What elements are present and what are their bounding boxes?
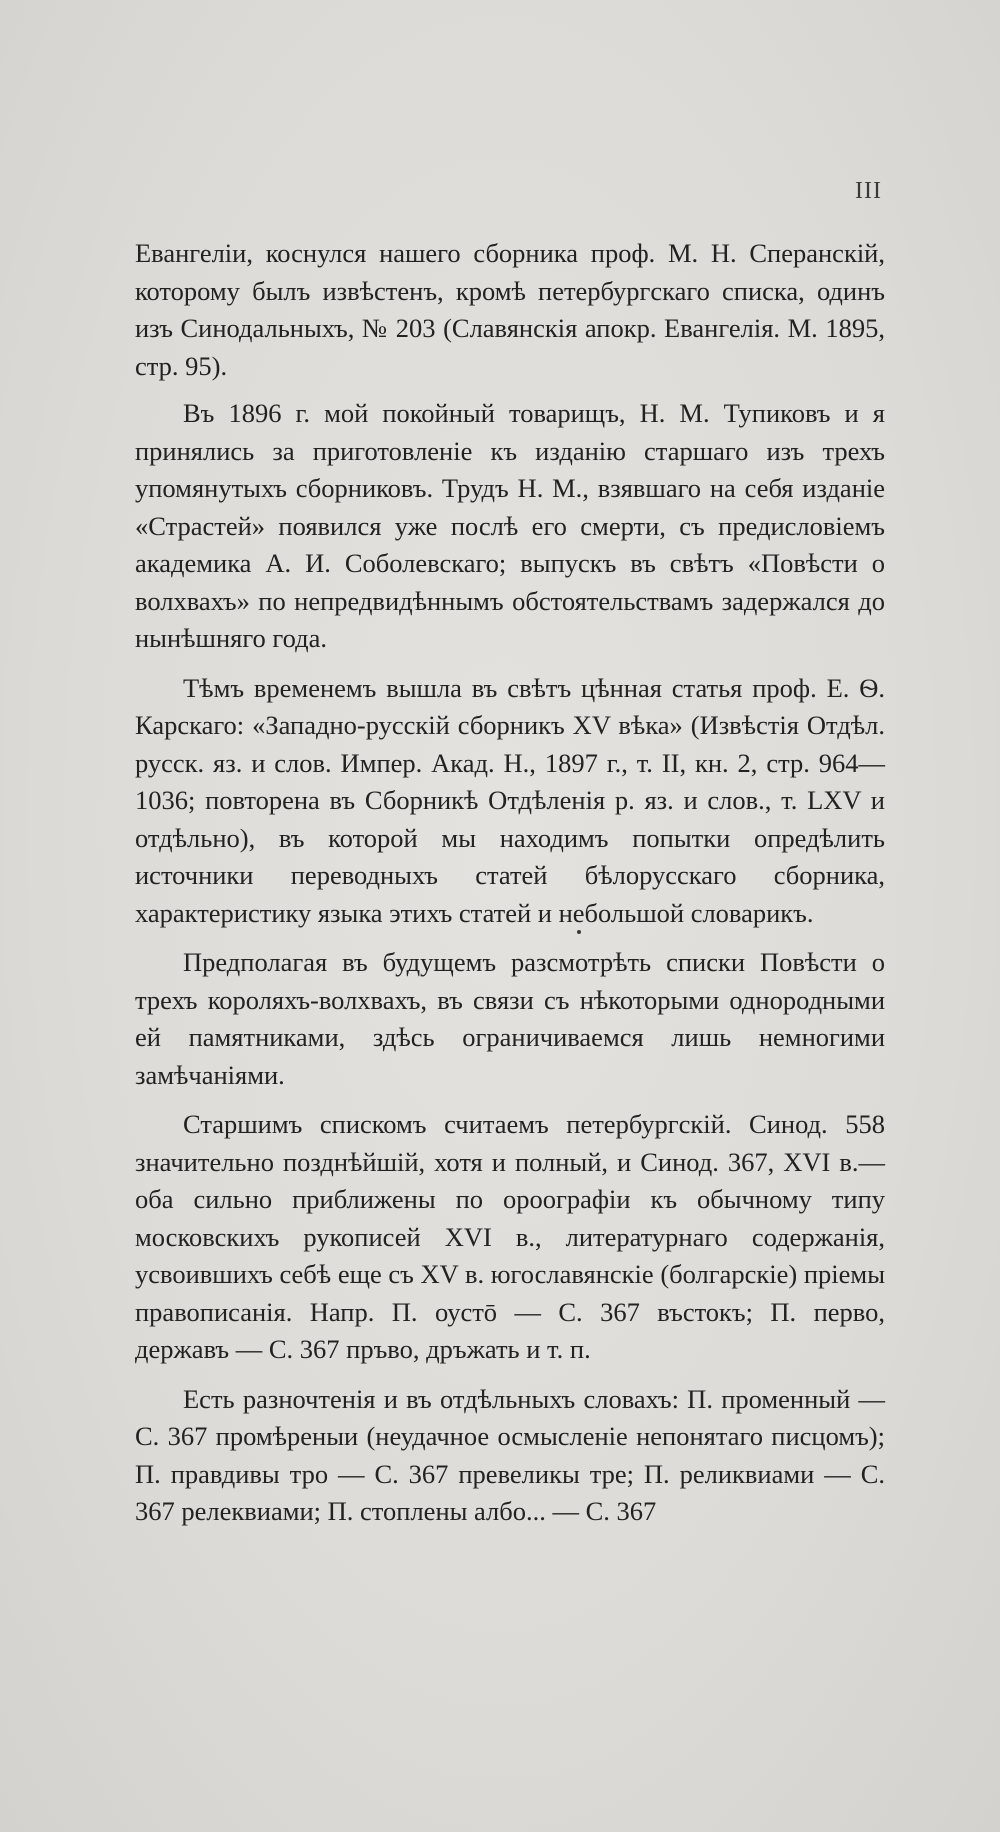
paragraph: Предполагая въ будущемъ разсмотрѣть списки Повѣсти о трехъ короляхъ-волхвахъ, въ связи съ нѣкоторыми однородными ей памятниками, здѣсь ограничиваемся лишь немногими замѣчанiями. bbox=[135, 947, 885, 1090]
body-text bbox=[135, 235, 885, 1541]
paragraph: Старшимъ спискомъ считаемъ петербургскiй. Синод. 558 значительно позднѣйшiй, хотя и полный, и Синод. 367, XVI в.— оба сильно приближены по ороографiи къ обычному типу московскихъ рукописей XVI в., литературнаго содержанiя, усвоившихъ себѣ еще съ XV в. югославянскiе (болгарскiе) прiемы правописанiя. Напр. П. оустō — С. 367 въстокъ; П. перво, державъ — С. 367 пръво, дръжать и т. п. bbox=[135, 1109, 885, 1364]
paragraph: Есть разночтенiя и въ отдѣльныхъ словахъ: П. променный — С. 367 промѣреныи (неудачное осмысленiе непонятаго писцомъ); П. правдивы тро — С. 367 превеликы тре; П. реликвиами — С. 367 релеквиами; П. стоплены албо... — С. 367 bbox=[135, 1383, 885, 1526]
paragraph: Тѣмъ временемъ вышла въ свѣтъ цѣнная статья проф. Е. Ѳ. Карскаго: «Западно-русскiй сборникъ XV вѣка» (Извѣстiя Отдѣл. русск. яз. и слов. Импер. Акад. Н., 1897 г., т. II, кн. 2, стр. 964—1036; повторена въ Сборникѣ Отдѣленiя р. яз. и слов., т. LXV и отдѣльно), въ которой мы находимъ попытки опредѣлить источники переводныхъ статей бѣлорусскаго сборника, характеристику языка этихъ статей и небольшой словарикъ. bbox=[135, 672, 885, 928]
ink-speck bbox=[577, 930, 581, 934]
paragraph: Евангелiи, коснулся нашего сборника проф. М. Н. Сперанскiй, которому былъ извѣстенъ, кромѣ петербургскаго списка, одинъ изъ Синодальныхъ, № 203 (Славянскiя апокр. Евангелiя. М. 1895, стр. 95). bbox=[135, 238, 885, 381]
paragraph: Въ 1896 г. мой покойный товарищъ, Н. М. Тупиковъ и я принялись за приготовленiе къ изданiю старшаго изъ трехъ упомянутыхъ сборниковъ. Трудъ Н. М., взявшаго на себя изданiе «Страстей» появился уже послѣ его смерти, съ предисловiемъ академика А. И. Соболевскаго; выпускъ въ свѣтъ «Повѣсти о волхвахъ» по непредвидѣннымъ обстоятельствамъ задержался до нынѣшняго года. bbox=[135, 398, 885, 653]
page-number: III bbox=[855, 178, 882, 204]
